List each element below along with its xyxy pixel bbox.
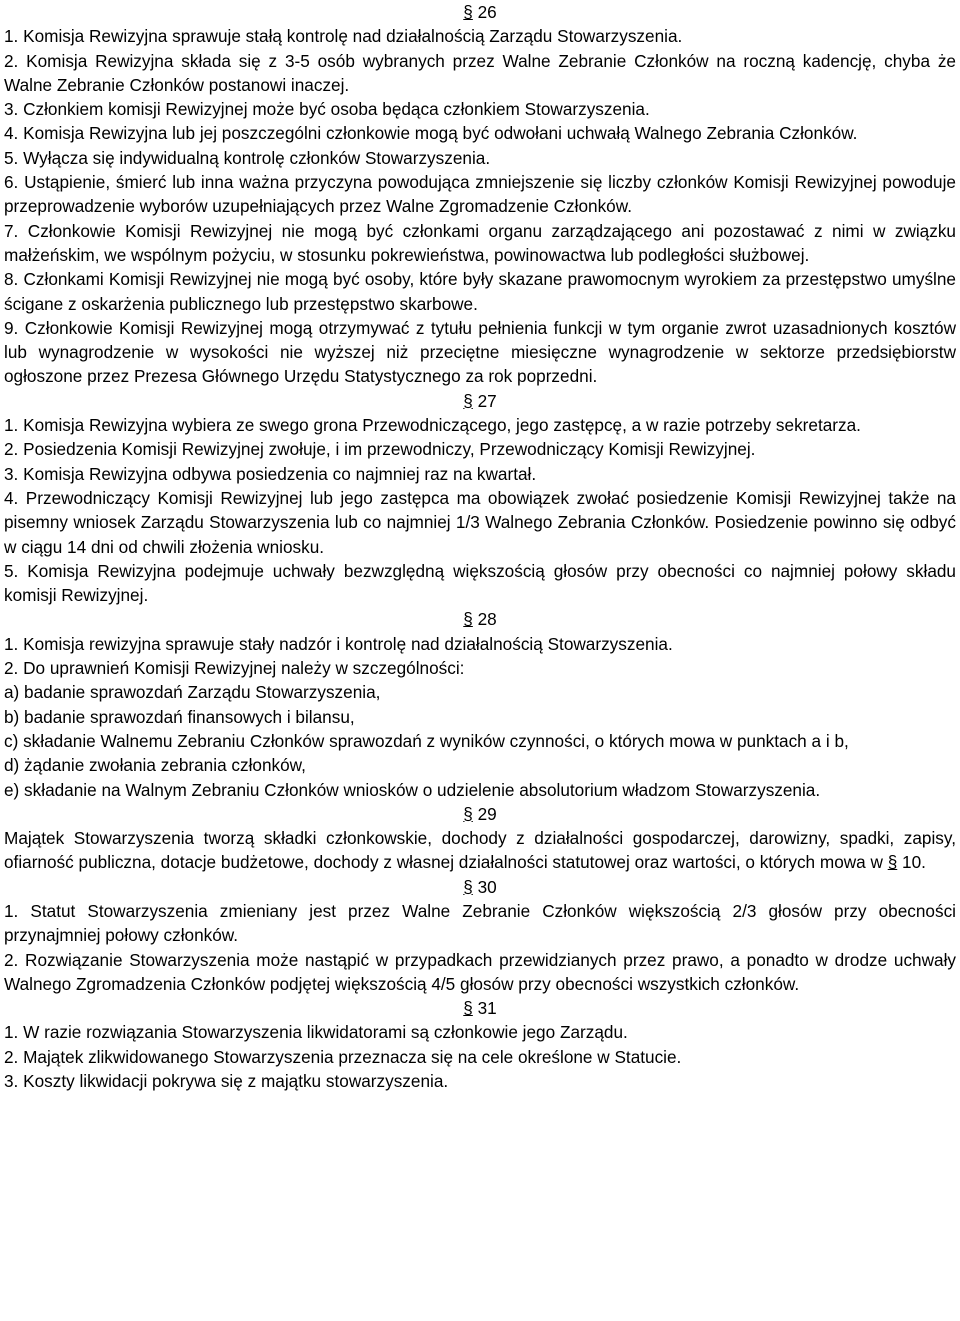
section-number: 27 bbox=[477, 390, 497, 411]
paragraph-text: 4. Komisja Rewizyjna lub jej poszczególni członkowie mogą być odwołani uchwałą Walnego Zebrania Członków. bbox=[4, 123, 858, 144]
paragraph-text: 1. Komisja Rewizyjna sprawuje stałą kontrolę nad działalnością Zarządu Stowarzyszenia. bbox=[4, 26, 683, 47]
paragraph bbox=[4, 486, 956, 559]
paragraph-text: b) badanie sprawozdań finansowych i bilansu, bbox=[4, 706, 355, 727]
paragraph bbox=[4, 656, 956, 680]
paragraph-text: 2. Majątek zlikwidowanego Stowarzyszenia przeznacza się na cele określone w Statucie. bbox=[4, 1046, 682, 1067]
section-sign-icon: § bbox=[463, 390, 473, 411]
paragraph bbox=[4, 316, 956, 389]
paragraph-text: 4. Przewodniczący Komisji Rewizyjnej lub jego zastępca ma obowiązek zwołać posiedzenie Komisji Rewizyjnej także na pisemny wniosek Zarządu Stowarzyszenia lub co najmniej 1/3 Walnego Zebrania Członków. Posiedzenie powinno się odbyć w ciągu 14 dni od chwili złożenia wniosku. bbox=[4, 487, 956, 557]
section-heading bbox=[4, 0, 956, 24]
paragraph-text: c) składanie Walnemu Zebraniu Członków sprawozdań z wyników czynności, o których mowa w punktach a i b, bbox=[4, 730, 849, 751]
section-heading bbox=[4, 875, 956, 899]
paragraph bbox=[4, 97, 956, 121]
paragraph bbox=[4, 146, 956, 170]
section-number: 26 bbox=[477, 2, 497, 22]
section-number: 28 bbox=[477, 609, 497, 630]
paragraph-text: 8. Członkami Komisji Rewizyjnej nie mogą być osoby, które były skazane prawomocnym wyrokiem za przestępstwo umyślne ścigane z oskarżenia publicznego lub przestępstwo skarbowe. bbox=[4, 269, 956, 314]
paragraph-text: 9. Członkowie Komisji Rewizyjnej mogą otrzymywać z tytułu pełnienia funkcji w tym organie zwrot uzasadnionych kosztów lub wynagrodzenie w wysokości nie wyższej niż przeciętne miesięczne wynagrodzenie w sektorze przedsiębiorstw ogłoszone przez Prezesa Głównego Urzędu Statystycznego za rok poprzedni. bbox=[4, 317, 956, 387]
paragraph bbox=[4, 413, 956, 437]
paragraph bbox=[4, 948, 956, 997]
paragraph bbox=[4, 705, 956, 729]
paragraph bbox=[4, 462, 956, 486]
paragraph-text: 3. Komisja Rewizyjna odbywa posiedzenia co najmniej raz na kwartał. bbox=[4, 463, 537, 484]
paragraph bbox=[4, 24, 956, 48]
paragraph-text: 2. Do uprawnień Komisji Rewizyjnej należy w szczególności: bbox=[4, 658, 465, 679]
paragraph bbox=[4, 899, 956, 948]
section-number: 30 bbox=[477, 876, 497, 897]
section-sign-icon: § bbox=[463, 876, 473, 897]
paragraph-text: 2. Komisja Rewizyjna składa się z 3-5 osób wybranych przez Walne Zebranie Członków na roczną kadencję, chyba że Walne Zebranie Członków postanowi inaczej. bbox=[4, 50, 956, 95]
section-sign-icon: § bbox=[887, 852, 898, 873]
paragraph bbox=[4, 1045, 956, 1069]
section-heading bbox=[4, 389, 956, 413]
paragraph-text: a) badanie sprawozdań Zarządu Stowarzyszenia, bbox=[4, 682, 381, 703]
paragraph-text: e) składanie na Walnym Zebraniu Członków wniosków o udzielenie absolutorium władzom Stowarzyszenia. bbox=[4, 779, 821, 800]
section-sign-icon: § bbox=[463, 998, 473, 1019]
paragraph bbox=[4, 170, 956, 219]
paragraph bbox=[4, 1069, 956, 1093]
paragraph-text: d) żądanie zwołania zebrania członków, bbox=[4, 755, 306, 776]
paragraph-text: 1. Komisja Rewizyjna wybiera ze swego grona Przewodniczącego, jego zastępcę, a w razie potrzeby sekretarza. bbox=[4, 415, 861, 436]
paragraph bbox=[4, 753, 956, 777]
paragraph-text: 1. W razie rozwiązania Stowarzyszenia likwidatorami są członkowie jego Zarządu. bbox=[4, 1022, 628, 1043]
paragraph-text: 2. Posiedzenia Komisji Rewizyjnej zwołuje, i im przewodniczy, Przewodniczący Komisji Rewizyjnej. bbox=[4, 439, 756, 460]
paragraph bbox=[4, 826, 956, 875]
paragraph bbox=[4, 49, 956, 98]
paragraph bbox=[4, 778, 956, 802]
paragraph bbox=[4, 680, 956, 704]
paragraph bbox=[4, 437, 956, 461]
document-body bbox=[4, 0, 956, 1093]
section-sign-icon: § bbox=[463, 609, 473, 630]
section-heading bbox=[4, 996, 956, 1020]
paragraph-text: 5. Wyłącza się indywidualną kontrolę członków Stowarzyszenia. bbox=[4, 147, 491, 168]
paragraph-text: 3. Koszty likwidacji pokrywa się z majątku stowarzyszenia. bbox=[4, 1071, 449, 1092]
paragraph-text: 6. Ustąpienie, śmierć lub inna ważna przyczyna powodująca zmniejszenie się liczby członków Komisji Rewizyjnej powoduje przeprowadzenie wyborów uzupełniających przez Walne Zgromadzenie Członków. bbox=[4, 172, 956, 217]
paragraph bbox=[4, 121, 956, 145]
paragraph-text: 7. Członkowie Komisji Rewizyjnej nie mogą być członkami organu zarządzającego ani pozostawać z nimi w związku małżeńskim, we wspólnym pożyciu, w stosunku pokrewieństwa, powinowactwa lub podległości służbowej. bbox=[4, 220, 956, 265]
section-number: 31 bbox=[477, 998, 497, 1019]
paragraph bbox=[4, 559, 956, 608]
paragraph bbox=[4, 219, 956, 268]
paragraph-text: 1. Statut Stowarzyszenia zmieniany jest przez Walne Zebranie Członków większością 2/3 głosów przy obecności przynajmniej połowy członków. bbox=[4, 900, 956, 946]
paragraph bbox=[4, 632, 956, 656]
paragraph-text: 1. Komisja rewizyjna sprawuje stały nadzór i kontrolę nad działalnością Stowarzyszenia. bbox=[4, 633, 673, 654]
paragraph bbox=[4, 267, 956, 316]
section-reference: 10. bbox=[902, 852, 926, 873]
paragraph bbox=[4, 1020, 956, 1044]
section-heading bbox=[4, 802, 956, 826]
paragraph-text: Majątek Stowarzyszenia tworzą składki członkowskie, dochody z działalności gospodarczej, darowizny, spadki, zapisy, ofiarność publiczna, dotacje budżetowe, dochody z własnej działalności statutowej oraz wartości, o których mowa w bbox=[4, 828, 956, 873]
paragraph-text: 5. Komisja Rewizyjna podejmuje uchwały bezwzględną większością głosów przy obecności co najmniej połowy składu komisji Rewizyjnej. bbox=[4, 560, 956, 606]
section-sign-icon: § bbox=[463, 803, 473, 824]
section-heading bbox=[4, 607, 956, 631]
section-sign-icon: § bbox=[463, 2, 473, 22]
paragraph-text: 2. Rozwiązanie Stowarzyszenia może nastąpić w przypadkach przewidzianych przez prawo, a ponadto w drodze uchwały Walnego Zgromadzenia Członków podjętej większością 4/5 głosów przy obecności wszystkich członków. bbox=[4, 949, 956, 994]
paragraph bbox=[4, 729, 956, 753]
paragraph-text: 3. Członkiem komisji Rewizyjnej może być osoba będąca członkiem Stowarzyszenia. bbox=[4, 99, 650, 120]
section-number: 29 bbox=[477, 803, 497, 824]
